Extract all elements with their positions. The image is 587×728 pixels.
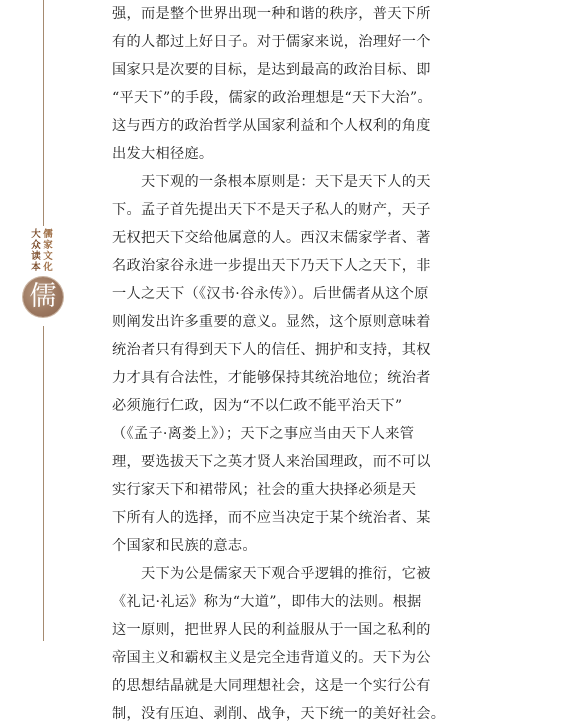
text-line: 下。孟子首先提出天下不是天子私人的财产，天子 (112, 202, 431, 218)
text-line: （《孟子·离娄上》）；天下之事应当由天下人来管 (112, 426, 415, 442)
series-char: 大 (31, 229, 41, 240)
series-char: 本 (31, 262, 41, 273)
series-char: 化 (43, 262, 53, 273)
text-line: 《礼记·礼运》称为“大道”，即伟大的法则。根据 (112, 594, 422, 610)
series-char: 家 (43, 240, 53, 251)
text-line: 帝国主义和霸权主义是完全违背道义的。天下为公 (112, 650, 431, 666)
text-line: “平天下”的手段，儒家的政治理想是“天下大治”。 (112, 90, 432, 106)
text-line: 必须施行仁政，因为“不以仁政不能平治天下” (112, 398, 403, 414)
text-line: 这与西方的政治哲学从国家利益和个人权利的角度 (112, 118, 431, 134)
text-line: 无权把天下交给他属意的人。西汉末儒家学者、著 (112, 230, 431, 246)
text-line: 力才具有合法性，才能够保持其统治地位；统治者 (112, 370, 431, 386)
margin-rule-bottom (43, 326, 44, 641)
series-char: 文 (43, 251, 53, 262)
series-title (22, 229, 66, 273)
text-line: 统治者只有得到天下人的信任、拥护和支持，其权 (112, 342, 431, 358)
series-char: 儒 (43, 229, 53, 240)
text-line: 出发大相径庭。 (112, 146, 214, 162)
text-line: 强，而是整个世界出现一种和谐的秩序，普天下所 (112, 6, 431, 22)
margin-rule-top (43, 0, 44, 226)
text-line: 理，要选拔天下之英才贤人来治国理政，而不可以 (112, 454, 431, 470)
series-char: 读 (31, 251, 41, 262)
text-line: 名政治家谷永进一步提出天下乃天下人之天下，非 (112, 258, 431, 274)
body-text (112, 0, 446, 728)
text-line: 天下为公是儒家天下观合乎逻辑的推衍，它被 (112, 566, 431, 582)
text-line: 实行家天下和裙带风；社会的重大抉择必须是天 (112, 482, 417, 498)
paragraph (112, 0, 434, 168)
text-line: 制，没有压迫、剥削、战争，天下统一的美好社会。 (112, 706, 446, 722)
text-line: 下所有人的选择，而不应当决定于某个统治者、某 (112, 510, 431, 526)
text-line: 这一原则，把世界人民的利益服从于一国之私利的 (112, 622, 431, 638)
paragraph (112, 560, 446, 728)
text-line: 有的人都过上好日子。对于儒家来说，治理好一个 (112, 34, 431, 50)
ru-seal-logo: 儒 (23, 277, 63, 317)
text-line: 则阐发出许多重要的意义。显然，这个原则意味着 (112, 314, 431, 330)
text-line: 天下观的一条根本原则是：天下是天下人的天 (112, 174, 431, 190)
text-line: 一人之天下（《汉书·谷永传》）。后世儒者从这个原 (112, 286, 429, 302)
text-line: 个国家和民族的意志。 (112, 538, 257, 554)
series-title-col-left (30, 229, 42, 273)
series-title-col-right (42, 229, 54, 273)
series-char: 众 (31, 240, 41, 251)
paragraph (112, 168, 434, 560)
text-line: 国家只是次要的目标，是达到最高的政治目标、即 (112, 62, 431, 78)
text-line: 的思想结晶就是大同理想社会，这是一个实行公有 (112, 678, 431, 694)
